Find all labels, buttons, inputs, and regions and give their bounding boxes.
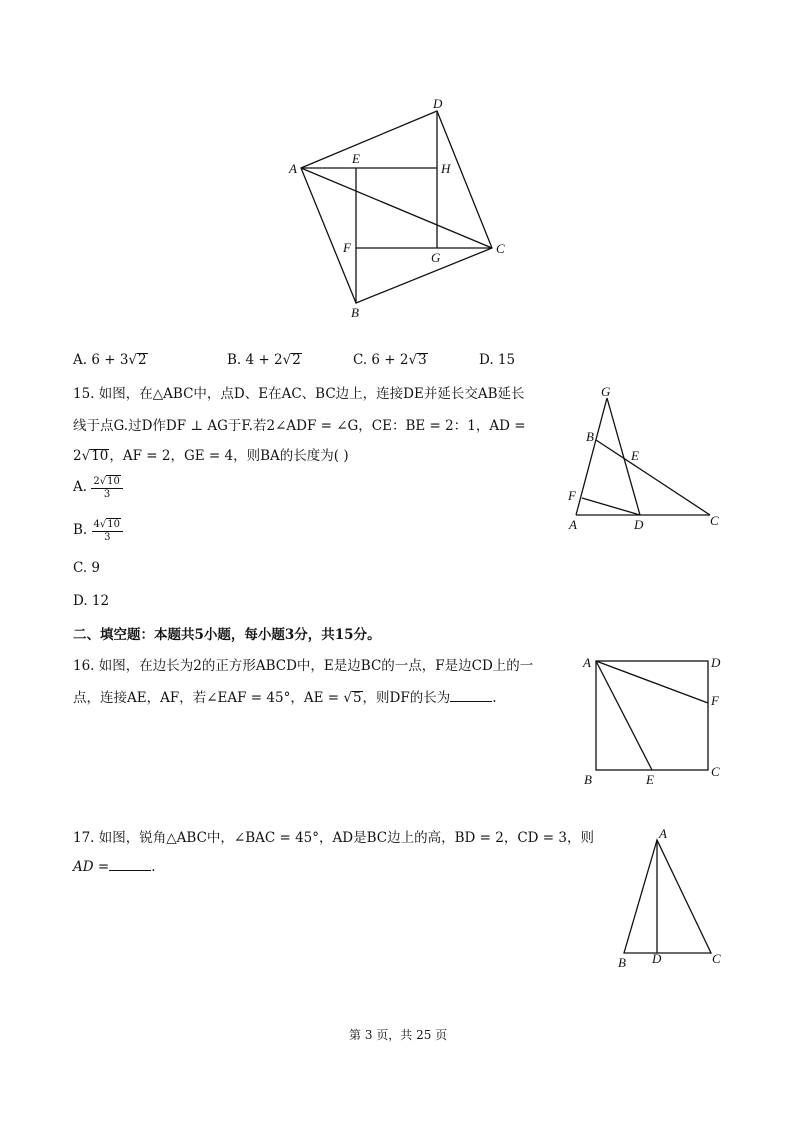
q16-label-B: B bbox=[584, 772, 592, 787]
page-footer: 第 3 页，共 25 页 bbox=[349, 1028, 448, 1042]
q17-line2: AD = . bbox=[73, 859, 156, 875]
q15-label-C: C bbox=[710, 513, 719, 528]
q15-line2: 线于点G.过D作DF ⊥ AG于F.若2∠ADF = ∠G，CE：BE = 2：1，AD = bbox=[73, 418, 526, 434]
q14-label-G: G bbox=[431, 250, 441, 265]
q15-option-a: A. $\frac{2√10}{3}$ bbox=[73, 475, 123, 500]
q15-label-F: F bbox=[568, 488, 576, 503]
q14-label-H: H bbox=[441, 161, 451, 176]
q14-label-D: D bbox=[433, 96, 443, 111]
q14-option-b: B. 4 + 2√2 bbox=[227, 352, 301, 368]
q14-label-E: E bbox=[352, 151, 360, 166]
q16-label-F: F bbox=[711, 693, 719, 708]
q14-option-c: C. 6 + 2√3 bbox=[353, 352, 427, 368]
q14-label-A: A bbox=[289, 161, 297, 176]
q16-line1: 16. 如图，在边长为2的正方形ABCD中，E是边BC的一点，F是边CD上的一 bbox=[73, 658, 534, 674]
q14-label-F: F bbox=[343, 240, 351, 255]
q17-label-C: C bbox=[712, 951, 721, 966]
q17-label-A: A bbox=[659, 826, 667, 841]
q15-label-D: D bbox=[634, 517, 644, 532]
q15-label-B: B bbox=[586, 429, 594, 444]
q14-option-d: D. 15 bbox=[479, 352, 516, 368]
q14-label-B: B bbox=[351, 305, 359, 320]
q17-triangle bbox=[624, 840, 711, 953]
q14-option-a: A. 6 + 3√2 bbox=[73, 352, 147, 368]
q15-option-d: D. 12 bbox=[73, 593, 110, 609]
q16-label-D: D bbox=[711, 655, 721, 670]
q14-label-C: C bbox=[496, 241, 505, 256]
q15-option-b: B. $\frac{4√10}{3}$ bbox=[73, 518, 123, 543]
q16-label-A: A bbox=[583, 655, 591, 670]
q15-label-G: G bbox=[601, 384, 611, 399]
q15-line3: 2√10，AF = 2，GE = 4，则BA的长度为( ) bbox=[73, 448, 349, 464]
q15-option-c: C. 9 bbox=[73, 560, 101, 576]
q16-label-E: E bbox=[646, 772, 654, 787]
q17-label-D: D bbox=[652, 951, 662, 966]
q16-label-C: C bbox=[711, 764, 720, 779]
q17-line1: 17. 如图，锐角△ABC中，∠BAC = 45°，AD是BC边上的高，BD = 2，CD = 3，则 bbox=[73, 830, 594, 846]
section2-title: 二、填空题：本题共5小题，每小题3分，共15分。 bbox=[73, 627, 381, 643]
q15-label-A: A bbox=[569, 517, 577, 532]
q15-line1: 15. 如图，在△ABC中，点D、E在AC、BC边上，连接DE并延长交AB延长 bbox=[73, 386, 525, 402]
q15-option-a-fraction: $\frac{2√10}{3}$ bbox=[91, 475, 122, 500]
q16-line2: 点，连接AE，AF，若∠EAF = 45°，AE = √5，则DF的长为 . bbox=[73, 690, 497, 706]
q15-label-E: E bbox=[631, 448, 639, 463]
q17-label-B: B bbox=[618, 955, 626, 970]
q15-option-b-fraction: $\frac{4√10}{3}$ bbox=[92, 518, 123, 543]
